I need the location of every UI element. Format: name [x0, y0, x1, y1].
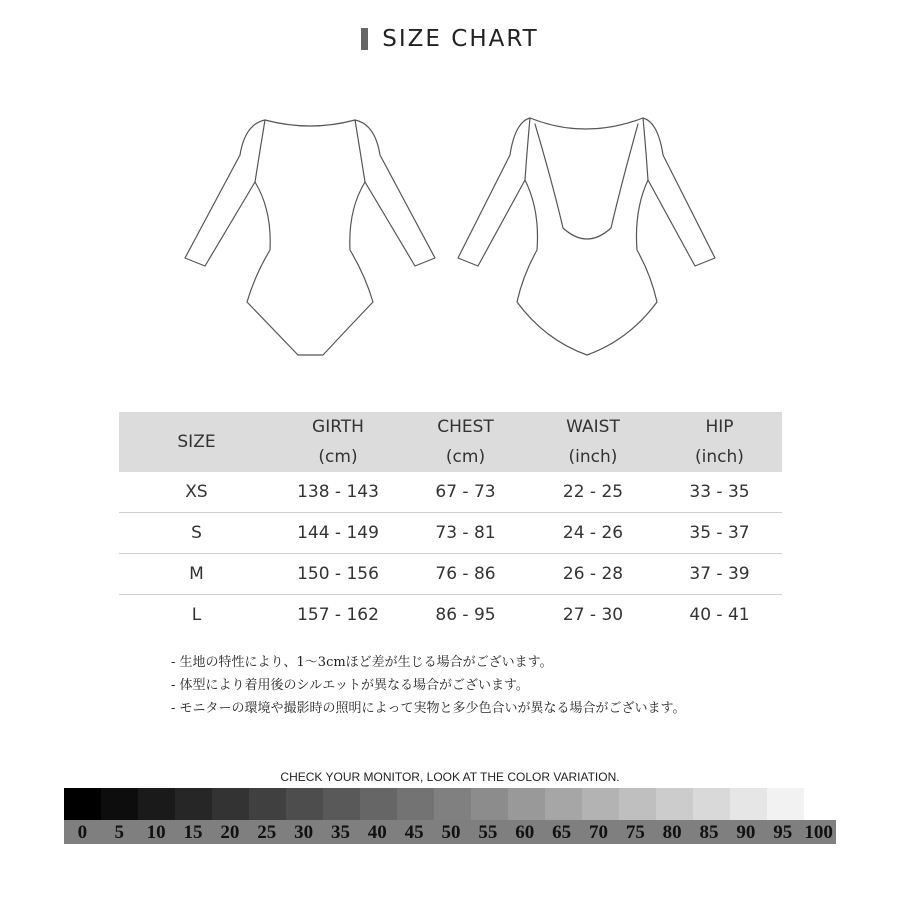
title-accent-bar [361, 28, 368, 50]
cell-hip: 35 - 37 [657, 513, 782, 554]
grayscale-value-strip [64, 820, 836, 844]
grayscale-swatch [767, 788, 804, 820]
grayscale-swatch [323, 788, 360, 820]
cell-waist: 22 - 25 [529, 472, 657, 513]
header-label: CHEST [437, 417, 494, 437]
grayscale-value: 90 [736, 822, 756, 843]
grayscale-swatch [471, 788, 508, 820]
header-label: WAIST [566, 417, 620, 437]
grayscale-value: 95 [773, 822, 793, 843]
grayscale-swatch [582, 788, 619, 820]
grayscale-swatch-strip [64, 788, 841, 820]
grayscale-value: 75 [625, 822, 645, 843]
grayscale-swatch [64, 788, 101, 820]
grayscale-swatch [545, 788, 582, 820]
grayscale-value: 45 [404, 822, 424, 843]
grayscale-value: 60 [515, 822, 535, 843]
bodysuit-back-illustration [455, 110, 720, 360]
grayscale-swatch [212, 788, 249, 820]
cell-hip: 37 - 39 [657, 554, 782, 595]
cell-waist: 27 - 30 [562, 605, 624, 625]
grayscale-value: 5 [114, 822, 125, 843]
header-size [119, 412, 274, 472]
table-row [119, 513, 782, 554]
garment-illustrations [0, 110, 900, 370]
grayscale-value: 15 [183, 822, 203, 843]
cell-girth: 150 - 156 [274, 554, 402, 595]
cell-size: M [119, 554, 274, 595]
cell-chest: 67 - 73 [402, 472, 529, 513]
table-row [119, 472, 782, 513]
cell-girth: 157 - 162 [297, 605, 379, 625]
cell-hip: 40 - 41 [689, 605, 750, 625]
cell-chest: 86 - 95 [435, 605, 496, 625]
grayscale-value: 40 [367, 822, 387, 843]
cell-chest: 73 - 81 [402, 513, 529, 554]
size-table [119, 412, 782, 635]
note-item: - モニターの環境や撮影時の照明によって実物と多少色合いが異なる場合がございます。 [171, 701, 686, 716]
note-item: - 体型により着用後のシルエットが異なる場合がございます。 [171, 678, 529, 693]
grayscale-value: 80 [662, 822, 682, 843]
grayscale-swatch [693, 788, 730, 820]
note-item: - 生地の特性により、1～3cmほど差が生じる場合がございます。 [171, 655, 553, 670]
grayscale-value: 25 [257, 822, 277, 843]
grayscale-swatch [249, 788, 286, 820]
grayscale-swatch [101, 788, 138, 820]
page-title [0, 26, 900, 52]
grayscale-value: 0 [77, 822, 88, 843]
cell-size: XS [119, 472, 274, 513]
grayscale-swatch [138, 788, 175, 820]
grayscale-swatch [397, 788, 434, 820]
header-hip [657, 412, 782, 472]
grayscale-value: 70 [588, 822, 608, 843]
grayscale-value: 35 [330, 822, 350, 843]
grayscale-value: 100 [804, 822, 833, 843]
header-waist [529, 412, 657, 472]
table-header-row [119, 412, 782, 472]
grayscale-value: 20 [220, 822, 240, 843]
grayscale-swatch [175, 788, 212, 820]
grayscale-value: 30 [294, 822, 314, 843]
cell-waist: 24 - 26 [529, 513, 657, 554]
grayscale-swatch [508, 788, 545, 820]
grayscale-swatch [434, 788, 471, 820]
grayscale-swatch [730, 788, 767, 820]
cell-size: L [191, 605, 202, 625]
grayscale-swatch [360, 788, 397, 820]
cell-hip: 33 - 35 [657, 472, 782, 513]
notes-list [171, 651, 686, 720]
header-unit: (cm) [445, 447, 486, 467]
grayscale-swatch [286, 788, 323, 820]
cell-girth: 144 - 149 [274, 513, 402, 554]
grayscale-value: 65 [552, 822, 572, 843]
cell-size: S [119, 513, 274, 554]
color-check-label: CHECK YOUR MONITOR, LOOK AT THE COLOR VARIATION. [280, 770, 620, 784]
header-unit: (inch) [568, 447, 618, 467]
page-title-text: SIZE CHART [382, 26, 539, 52]
grayscale-swatch [656, 788, 693, 820]
header-label: HIP [705, 417, 734, 437]
bodysuit-front-illustration [180, 110, 440, 360]
header-unit: (inch) [695, 447, 744, 467]
header-label: SIZE [177, 432, 216, 452]
table-row [119, 595, 782, 636]
table-row [119, 554, 782, 595]
header-girth [274, 412, 402, 472]
header-label: GIRTH [312, 417, 364, 437]
grayscale-value: 50 [441, 822, 461, 843]
cell-waist: 26 - 28 [529, 554, 657, 595]
cell-girth: 138 - 143 [274, 472, 402, 513]
header-chest [402, 412, 529, 472]
cell-chest: 76 - 86 [402, 554, 529, 595]
grayscale-swatch [804, 788, 841, 820]
grayscale-value: 85 [699, 822, 719, 843]
grayscale-swatch [619, 788, 656, 820]
grayscale-value: 10 [146, 822, 166, 843]
grayscale-value: 55 [478, 822, 498, 843]
header-unit: (cm) [318, 447, 358, 467]
